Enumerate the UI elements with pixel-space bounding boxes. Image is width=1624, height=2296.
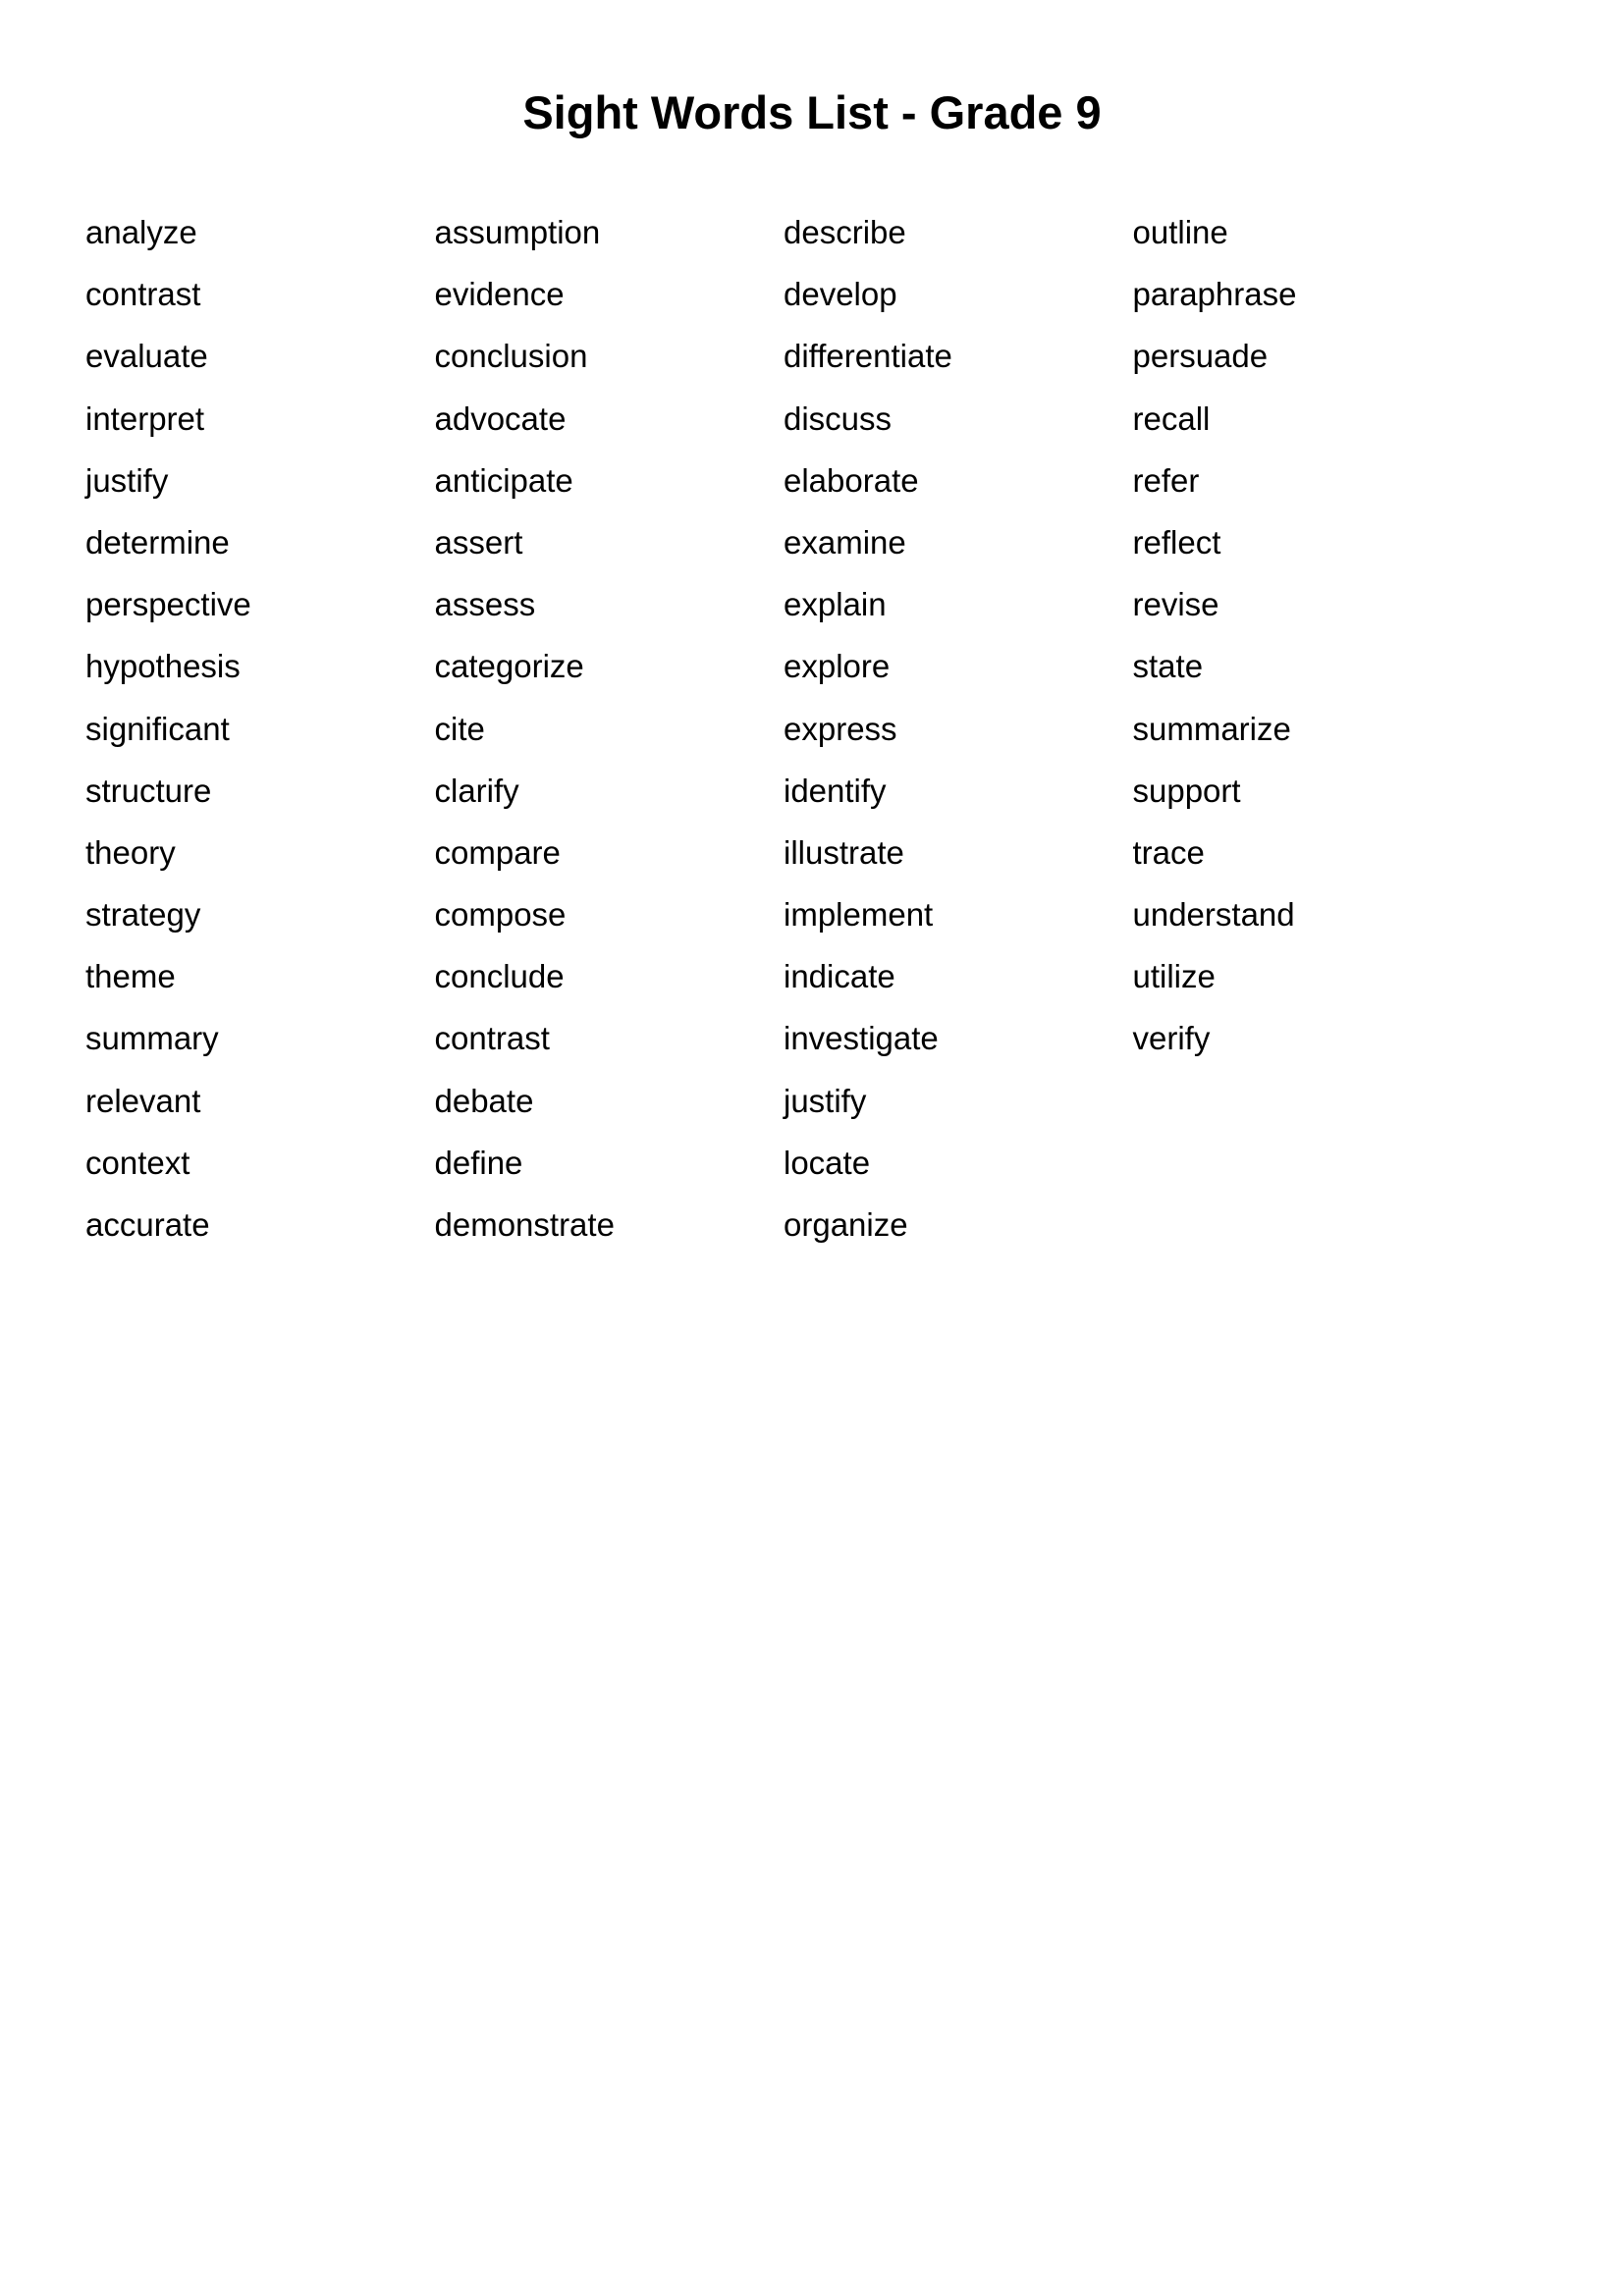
sight-word: determine — [85, 523, 230, 561]
sight-word: contrast — [85, 276, 201, 313]
sight-word: elaborate — [784, 461, 919, 499]
sight-word: compose — [434, 896, 567, 934]
sight-word: investigate — [784, 1020, 939, 1057]
sight-word: conclusion — [434, 338, 588, 375]
sight-word: context — [85, 1144, 190, 1181]
sight-word: evidence — [434, 276, 565, 313]
sight-word: recall — [1132, 400, 1211, 437]
sight-word: hypothesis — [85, 648, 241, 685]
sight-word: anticipate — [434, 461, 573, 499]
sight-word: cite — [434, 710, 485, 747]
sight-word: conclude — [434, 958, 565, 995]
sight-word: describe — [784, 214, 906, 250]
sight-word: advocate — [434, 400, 567, 437]
page-title: Sight Words List - Grade 9 — [522, 86, 1102, 138]
sight-word: outline — [1132, 214, 1228, 250]
word-column-1 — [85, 201, 435, 1255]
sight-word: clarify — [434, 772, 519, 809]
sight-word: explain — [784, 586, 887, 623]
sight-word: significant — [85, 710, 230, 747]
word-column-2 — [435, 201, 785, 1255]
sight-word: summarize — [1132, 710, 1291, 747]
sight-word: categorize — [434, 648, 584, 685]
sight-word: strategy — [85, 896, 201, 934]
sight-word: structure — [85, 772, 212, 809]
sight-word: revise — [1132, 586, 1219, 623]
sight-word: assess — [434, 586, 536, 623]
sight-word: refer — [1132, 461, 1200, 499]
sight-word: locate — [784, 1144, 871, 1181]
sight-word: develop — [784, 276, 897, 313]
sight-word: compare — [434, 833, 561, 871]
sight-word: perspective — [85, 586, 251, 623]
sight-word: utilize — [1132, 958, 1216, 995]
sight-word: state — [1132, 648, 1204, 685]
sight-word: trace — [1132, 833, 1205, 871]
sight-word: justify — [784, 1082, 867, 1119]
sight-word: contrast — [434, 1020, 550, 1057]
word-grid — [85, 201, 1482, 1255]
sight-word: organize — [784, 1206, 908, 1243]
sight-word: persuade — [1132, 338, 1269, 375]
sight-word: define — [434, 1144, 523, 1181]
sight-word: demonstrate — [434, 1206, 615, 1243]
sight-word: express — [784, 710, 897, 747]
sight-word: explore — [784, 648, 891, 685]
sight-word: differentiate — [784, 338, 952, 375]
sight-word: indicate — [784, 958, 895, 995]
sight-word: implement — [784, 896, 934, 934]
sight-word: verify — [1132, 1020, 1211, 1057]
sight-word: debate — [434, 1082, 534, 1119]
sight-word: summary — [85, 1020, 219, 1057]
sight-word: relevant — [85, 1082, 201, 1119]
word-column-3 — [784, 201, 1133, 1255]
sight-word: theme — [85, 958, 176, 995]
sight-word: interpret — [85, 400, 205, 437]
sight-word: illustrate — [784, 833, 904, 871]
sight-word: justify — [85, 461, 169, 499]
word-column-4 — [1133, 201, 1483, 1255]
sight-word: identify — [784, 772, 887, 809]
sight-word: evaluate — [85, 338, 208, 375]
sight-word: reflect — [1132, 523, 1221, 561]
sight-word: assumption — [434, 214, 601, 250]
sight-word: paraphrase — [1132, 276, 1297, 313]
sight-word: understand — [1132, 896, 1295, 934]
sight-word: assert — [434, 523, 523, 561]
sight-word: accurate — [85, 1206, 210, 1243]
sight-word: discuss — [784, 400, 893, 437]
sight-word: theory — [85, 833, 176, 871]
sight-word: examine — [784, 523, 906, 561]
sight-word: analyze — [85, 214, 197, 250]
sight-word: support — [1132, 772, 1241, 809]
